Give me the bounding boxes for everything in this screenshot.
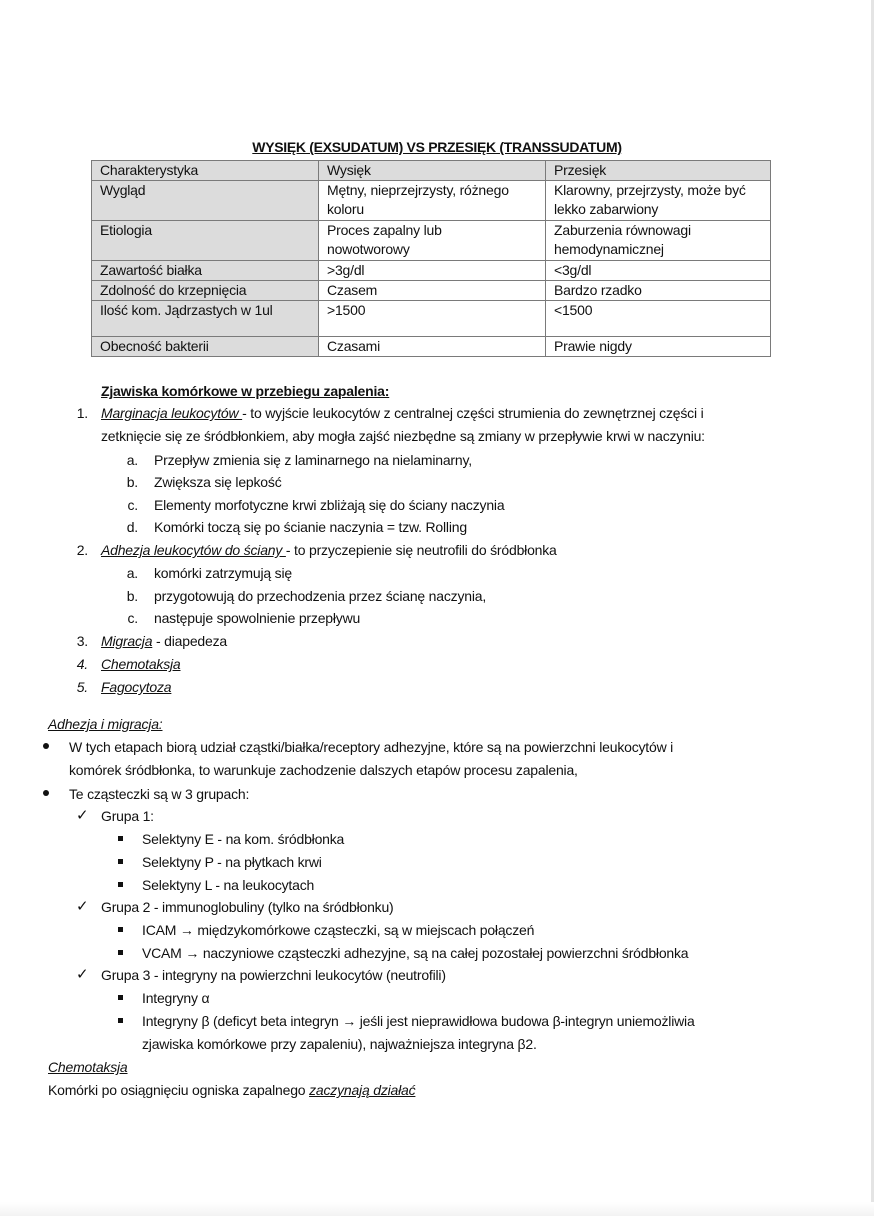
square-bullet-icon	[118, 927, 123, 932]
cell-line: Klarowny, przejrzysty, może być	[554, 182, 746, 198]
cell-line: Mętny, nieprzejrzysty, różnego	[327, 182, 509, 198]
list-text: - to przyczepienie się neutrofili do śródbłonka	[285, 542, 557, 558]
sublist-letter: a.	[126, 452, 138, 468]
square-bullet-icon	[118, 950, 123, 955]
list-number: 5.	[76, 679, 88, 695]
group-label: Grupa 3 - integryny na powierzchni leukocytów (neutrofili)	[101, 967, 446, 983]
list-term: Migracja	[101, 633, 153, 649]
table-cell: Czasami	[319, 337, 546, 357]
table-cell: >1500	[319, 301, 546, 337]
table-cell: <3g/dl	[546, 261, 771, 281]
table-header-row	[92, 161, 771, 181]
bullet-item: W tych etapach biorą udział cząstki/białka/receptory adhezyjne, które są na powierzchni leukocytów i	[69, 739, 674, 755]
paragraph-text: Komórki po osiągnięciu ogniska zapalnego	[48, 1082, 310, 1098]
table-cell: Czasem	[319, 281, 546, 301]
table-row	[92, 221, 771, 261]
list-text: - diapedeza	[152, 633, 227, 649]
table-cell: >3g/dl	[319, 261, 546, 281]
document-title: WYSIĘK (EXSUDATUM) VS PRZESIĘK (TRANSSUDATUM)	[252, 139, 622, 155]
list-number: 1.	[76, 405, 88, 421]
cell-line: Proces zapalny lub	[327, 222, 442, 238]
bullet-item: Te cząsteczki są w 3 grupach:	[69, 786, 250, 802]
bullet-icon	[43, 790, 49, 796]
table-header-cell: Przesięk	[546, 161, 771, 181]
page-edge	[0, 1202, 874, 1216]
list-item	[101, 403, 703, 423]
sublist-item: Zwiększa się lepkość	[154, 474, 282, 490]
sublist-letter: b.	[126, 474, 138, 490]
cell-line: lekko zabarwiony	[554, 201, 659, 217]
paragraph-emphasis: zaczynają działać	[309, 1082, 416, 1098]
group-item: VCAM → naczyniowe cząsteczki adhezyjne, są na całej pozostałej powierzchni śródbłonka	[142, 945, 689, 961]
table-cell	[546, 181, 771, 221]
section-heading-adhesion-migration: Adhezja i migracja:	[48, 716, 163, 732]
sublist-item: Elementy morfotyczne krwi zbliżają się do ściany naczynia	[154, 497, 505, 513]
table-cell	[546, 221, 771, 261]
sublist-letter: c.	[127, 497, 138, 513]
cell-line: koloru	[327, 201, 364, 217]
table-cell	[319, 221, 546, 261]
table-row	[92, 261, 771, 281]
bullet-icon	[43, 743, 49, 749]
table-cell: Bardzo rzadko	[546, 281, 771, 301]
sublist-letter: d.	[126, 519, 138, 535]
group-item: Integryny α	[142, 990, 210, 1006]
list-term: Marginacja leukocytów	[101, 405, 243, 421]
paragraph	[48, 1080, 415, 1100]
list-item	[101, 540, 557, 560]
list-item	[101, 631, 227, 651]
section-heading-cellular-phenomena: Zjawiska komórkowe w przebiegu zapalenia:	[101, 383, 390, 399]
sublist-item: następuje spowolnienie przepływu	[154, 610, 361, 626]
sublist-letter: a.	[126, 565, 138, 581]
table-row	[92, 281, 771, 301]
table-cell: Prawie nigdy	[546, 337, 771, 357]
list-text-continuation: zetknięcie się ze śródbłonkiem, aby mogła zajść niezbędne są zmiany w przepływie krwi w naczyniu:	[101, 428, 705, 444]
group-item: Integryny β (deficyt beta integryn → jeśli jest nieprawidłowa budowa β-integryn uniemożliwia	[142, 1013, 695, 1029]
table-cell: Zawartość białka	[92, 261, 319, 281]
table-cell: Wygląd	[92, 181, 319, 221]
table-cell: Zdolność do krzepnięcia	[92, 281, 319, 301]
list-number: 3.	[76, 633, 88, 649]
list-term: Chemotaksja	[101, 656, 181, 672]
table-cell: Etiologia	[92, 221, 319, 261]
group-label: Grupa 1:	[101, 808, 154, 824]
list-text: - to wyjście leukocytów z centralnej części strumienia do zewnętrznej części i	[242, 405, 704, 421]
list-number: 2.	[76, 542, 88, 558]
group-item: Selektyny E - na kom. śródbłonka	[142, 831, 345, 847]
square-bullet-icon	[118, 1018, 123, 1023]
table-cell: Ilość kom. Jądrzastych w 1ul	[92, 301, 319, 337]
square-bullet-icon	[118, 859, 123, 864]
check-icon: ✓	[76, 898, 89, 915]
table-header-cell: Charakterystyka	[92, 161, 319, 181]
table-row	[92, 337, 771, 357]
check-icon: ✓	[76, 966, 89, 983]
group-label: Grupa 2 - immunoglobuliny (tylko na śródbłonku)	[101, 899, 394, 915]
list-term: Fagocytoza	[101, 679, 172, 695]
cell-line: nowotworowy	[327, 241, 410, 257]
group-item-continuation: zjawiska komórkowe przy zapaleniu), najważniejsza integryna β2.	[142, 1036, 537, 1052]
table-cell: <1500	[546, 301, 771, 337]
table-cell	[319, 181, 546, 221]
sublist-item: przygotowują do przechodzenia przez ścianę naczynia,	[154, 588, 487, 604]
square-bullet-icon	[118, 836, 123, 841]
sublist-item: Przepływ zmienia się z laminarnego na nielaminarny,	[154, 452, 472, 468]
group-item: Selektyny L - na leukocytach	[142, 877, 315, 893]
list-number: 4.	[76, 656, 88, 672]
section-heading-chemotaxis: Chemotaksja	[48, 1059, 128, 1075]
table-header-cell: Wysięk	[319, 161, 546, 181]
table-cell: Obecność bakterii	[92, 337, 319, 357]
sublist-letter: b.	[126, 588, 138, 604]
square-bullet-icon	[118, 995, 123, 1000]
table-row	[92, 181, 771, 221]
check-icon: ✓	[76, 807, 89, 824]
square-bullet-icon	[118, 882, 123, 887]
list-term: Adhezja leukocytów do ściany	[101, 542, 286, 558]
cell-line: hemodynamicznej	[554, 241, 664, 257]
sublist-item: komórki zatrzymują się	[154, 565, 292, 581]
sublist-letter: c.	[127, 610, 138, 626]
group-item: Selektyny P - na płytkach krwi	[142, 854, 322, 870]
comparison-table	[91, 160, 771, 357]
table-row	[92, 301, 771, 337]
sublist-item: Komórki toczą się po ścianie naczynia = tzw. Rolling	[154, 519, 467, 535]
bullet-item-continuation: komórek śródbłonka, to warunkuje zachodzenie dalszych etapów procesu zapalenia,	[69, 762, 578, 778]
group-item: ICAM → międzykomórkowe cząsteczki, są w miejscach połączeń	[142, 922, 535, 938]
cell-line: Zaburzenia równowagi	[554, 222, 691, 238]
